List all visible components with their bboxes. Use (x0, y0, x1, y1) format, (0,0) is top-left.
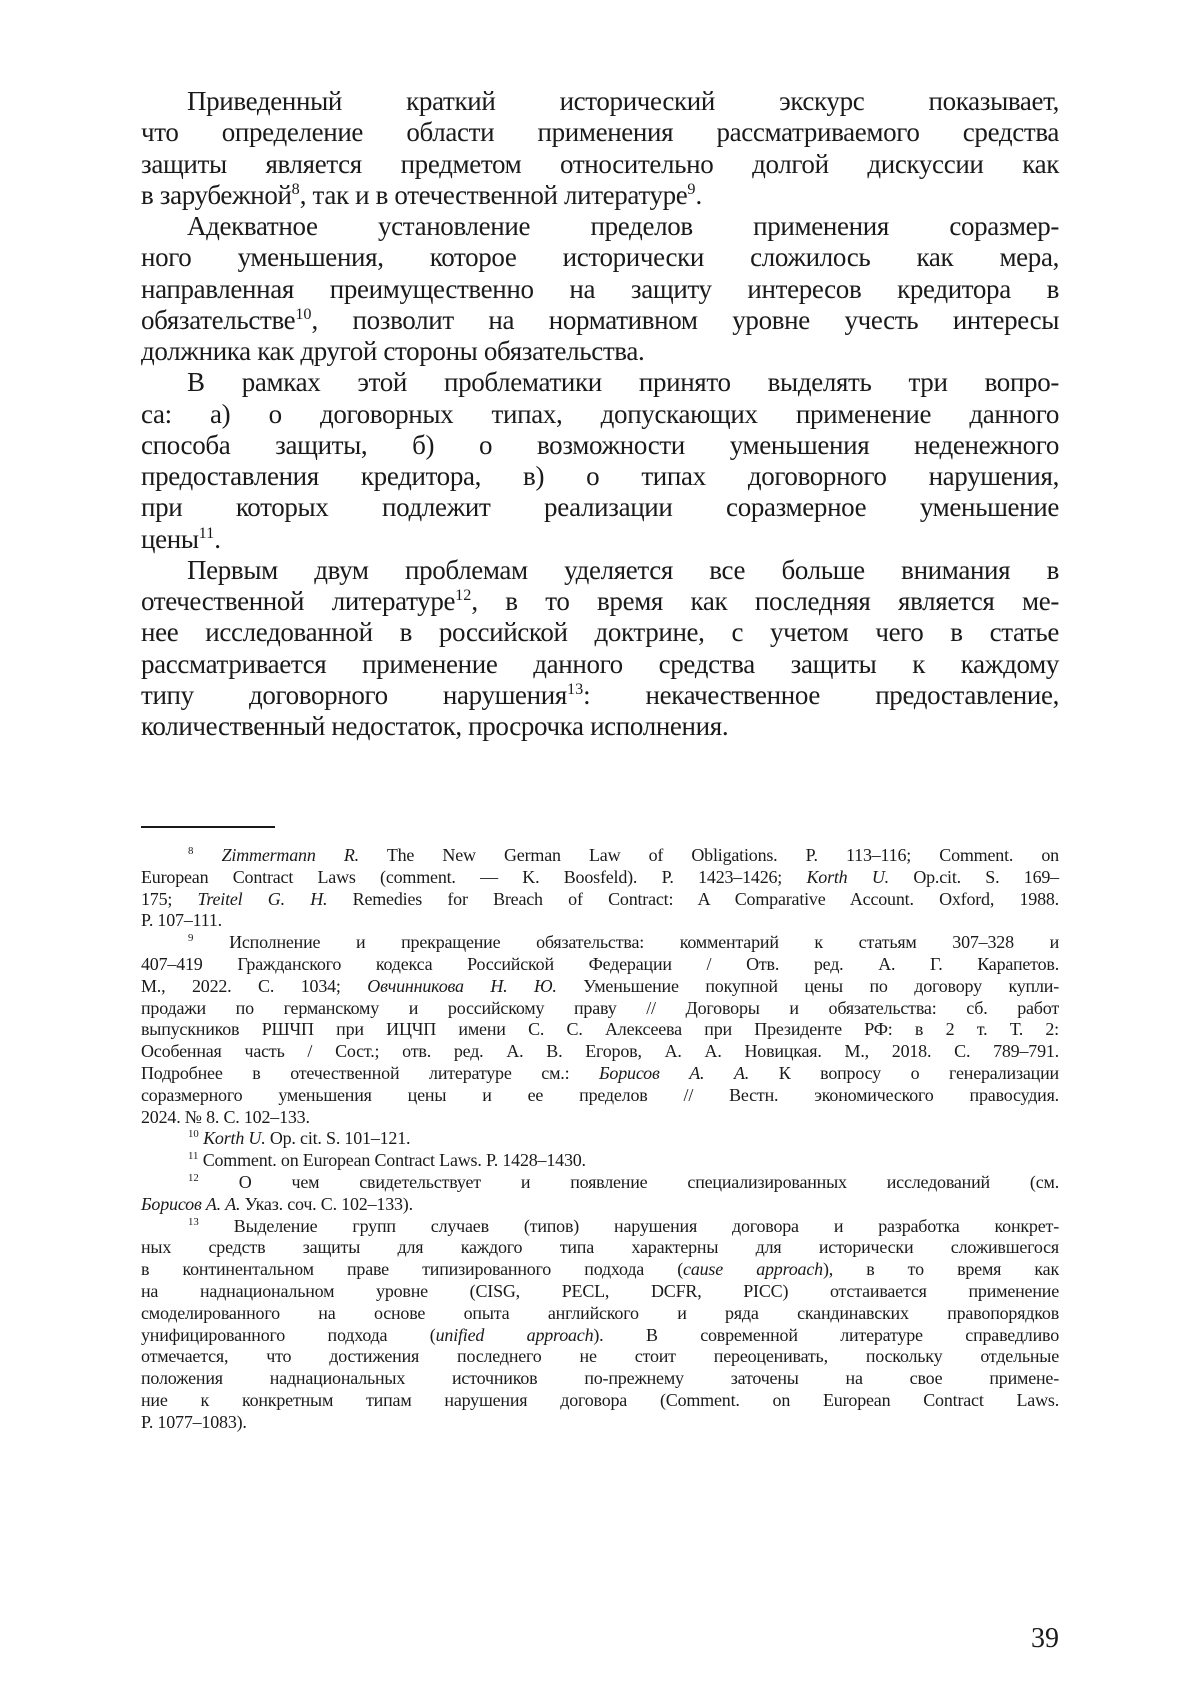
footnote-line (141, 1237, 1059, 1259)
footnote-line (141, 867, 1059, 889)
text-run: Первым двум проблемам уделяется все больше внимания в (187, 555, 1059, 585)
footnote-line (141, 1281, 1059, 1303)
text-run: Приведенный краткий исторический экскурс показывает, (187, 86, 1059, 116)
text-run: Особенная часть / Сост.; отв. ред. А. В. Егоров, А. А. Новицкая. М., 2018. С. 789–791. (141, 1041, 1059, 1061)
footnote-line (141, 1019, 1059, 1041)
footnote-ref: 10 (295, 305, 311, 323)
text-run: са: а) о договорных типах, допускающих применение данного (141, 399, 1059, 429)
text-run: должника как другой стороны обязательства. (141, 336, 644, 366)
italic-text: Korth U. (806, 867, 888, 887)
italic-text: Борисов А. А. (599, 1063, 749, 1083)
text-run: смоделированного на основе опыта английского и ряда скандинавских правопорядков (141, 1303, 1059, 1323)
text-run: О чем свидетельствует и появление специализированных исследований (см. (199, 1172, 1059, 1192)
text-run: на наднациональном уровне (CISG, PECL, DCFR, PICC) отстаивается применение (141, 1281, 1059, 1301)
body-line (141, 336, 1059, 367)
text-run: Выделение групп случаев (типов) нарушения договора и разработка конкрет- (199, 1216, 1059, 1236)
footnote-ref: 13 (188, 1216, 199, 1228)
italic-text: Korth U. (203, 1128, 265, 1148)
text-run: положения наднациональных источников по-прежнему заточены на свое примене- (141, 1368, 1059, 1388)
text-run: P. 1077–1083). (141, 1412, 247, 1432)
body-line (141, 617, 1059, 648)
footnote-ref: 11 (199, 524, 215, 542)
text-run: ), в то время как (823, 1259, 1059, 1279)
body-line (141, 274, 1059, 305)
body-line (141, 430, 1059, 461)
italic-text: cause approach (683, 1259, 823, 1279)
body-line (141, 180, 1059, 211)
text-run: . (214, 524, 220, 554)
text-run: : некачественное предоставление, (583, 680, 1059, 710)
text-run: типу договорного нарушения (141, 680, 567, 710)
footnote-separator (141, 826, 275, 828)
footnote-line (141, 1259, 1059, 1281)
text-run: European Contract Laws (comment. — K. Boosfeld). P. 1423–1426; (141, 867, 806, 887)
text-run (193, 845, 221, 865)
footnote-line (141, 845, 1059, 867)
footnote-line (141, 954, 1059, 976)
body-line (141, 680, 1059, 711)
text-run: В рамках этой проблематики принято выделять три вопро- (187, 367, 1059, 397)
footnote-ref: 13 (567, 680, 583, 698)
footnote-line (141, 1063, 1059, 1085)
italic-text: Овчинникова Н. Ю. (367, 976, 556, 996)
footnote-line (141, 1412, 1059, 1434)
italic-text: Zimmermann R. (222, 845, 359, 865)
footnotes (141, 845, 1059, 1434)
footnote-line (141, 1390, 1059, 1412)
footnote-line (141, 1216, 1059, 1238)
text-run: The New German Law of Obligations. P. 113–116; Comment. on (359, 845, 1059, 865)
text-run: Remedies for Breach of Contract: A Comparative Account. Oxford, 1988. (327, 889, 1059, 909)
footnote-line (141, 1085, 1059, 1107)
body-line (141, 211, 1059, 242)
footnote-ref: 12 (455, 586, 471, 604)
body-line (141, 367, 1059, 398)
text-run: при которых подлежит реализации соразмерное уменьшение (141, 492, 1059, 522)
text-run: в зарубежной (141, 180, 292, 210)
footnote-line (141, 1303, 1059, 1325)
body-line (141, 117, 1059, 148)
text-run: ). В современной литературе справедливо (593, 1325, 1059, 1345)
footnote-line (141, 1041, 1059, 1063)
text-run: , в то время как последняя является ме- (471, 586, 1059, 616)
text-run: в континентальном праве типизированного подхода ( (141, 1259, 683, 1279)
text-run: количественный недостаток, просрочка исполнения. (141, 711, 728, 741)
footnote-line (141, 1172, 1059, 1194)
body-line (141, 555, 1059, 586)
footnote-ref: 12 (188, 1172, 199, 1184)
text-run: Op.cit. S. 169– (889, 867, 1059, 887)
text-run: соразмерного уменьшения цены и ее пределов // Вестн. экономического правосудия. (141, 1085, 1059, 1105)
text-run: 407–419 Гражданского кодекса Российской Федерации / Отв. ред. А. Г. Карапетов. (141, 954, 1059, 974)
footnote-ref: 11 (188, 1150, 198, 1162)
footnote-ref: 8 (292, 180, 300, 198)
text-run: что определение области применения рассматриваемого средства (141, 117, 1059, 147)
body-line (141, 492, 1059, 523)
body-line (141, 711, 1059, 742)
footnote-ref: 9 (687, 180, 695, 198)
text-run: Уменьшение покупной цены по договору купли- (557, 976, 1059, 996)
text-run: Op. cit. S. 101–121. (266, 1128, 411, 1148)
footnote-line (141, 1150, 1059, 1172)
footnote-line (141, 1107, 1059, 1129)
footnote-ref: 9 (188, 932, 193, 944)
body-line (141, 242, 1059, 273)
text-run: К вопросу о генерализации (749, 1063, 1059, 1083)
text-run: Исполнение и прекращение обязательства: комментарий к статьям 307–328 и (193, 932, 1059, 952)
text-run: ние к конкретным типам нарушения договора (Comment. on European Contract Laws. (141, 1390, 1059, 1410)
body-line (141, 305, 1059, 336)
footnote-line (141, 976, 1059, 998)
text-run: обязательстве (141, 305, 295, 335)
text-run: ных средств защиты для каждого типа характерны для исторически сложившегося (141, 1237, 1059, 1257)
text-run: 175; (141, 889, 198, 909)
body-line (141, 86, 1059, 117)
page-number: 39 (930, 1623, 1059, 1655)
italic-text: unified approach (436, 1325, 594, 1345)
footnote-line (141, 1128, 1059, 1150)
italic-text: Борисов А. А. (141, 1194, 240, 1214)
text-run: Подробнее в отечественной литературе см.: (141, 1063, 599, 1083)
text-run: способа защиты, б) о возможности уменьшения неденежного (141, 430, 1059, 460)
text-run: выпускников РШЧП при ИЦЧП имени С. С. Алексеева при Президенте РФ: в 2 т. Т. 2: (141, 1019, 1059, 1039)
body-line (141, 461, 1059, 492)
text-run: М., 2022. С. 1034; (141, 976, 367, 996)
footnote-line (141, 1346, 1059, 1368)
footnote-line (141, 932, 1059, 954)
text-run: цены (141, 524, 199, 554)
text-run: , так и в отечественной литературе (300, 180, 688, 210)
text-run: продажи по германскому и российскому праву // Договоры и обязательства: сб. работ (141, 998, 1059, 1018)
text-run: рассматривается применение данного средства защиты к каждому (141, 649, 1059, 679)
footnote-ref: 10 (188, 1128, 199, 1140)
body-line (141, 399, 1059, 430)
text-run: предоставления кредитора, в) о типах договорного нарушения, (141, 461, 1059, 491)
italic-text: Treitel G. H. (198, 889, 328, 909)
footnote-line (141, 1368, 1059, 1390)
text-run: ного уменьшения, которое исторически сложилось как мера, (141, 242, 1059, 272)
footnote-line (141, 910, 1059, 932)
footnote-ref: 8 (188, 845, 193, 857)
footnote-line (141, 1194, 1059, 1216)
body-line (141, 649, 1059, 680)
text-run: Адекватное установление пределов применения соразмер- (187, 211, 1059, 241)
text-run: нее исследованной в российской доктрине, с учетом чего в статье (141, 617, 1059, 647)
footnote-line (141, 889, 1059, 911)
text-run: направленная преимущественно на защиту интересов кредитора в (141, 274, 1059, 304)
text-run: Comment. on European Contract Laws. P. 1428–1430. (198, 1150, 585, 1170)
text-run: 2024. № 8. С. 102–133. (141, 1107, 310, 1127)
text-run: отмечается, что достижения последнего не стоит переоценивать, поскольку отдельные (141, 1346, 1059, 1366)
text-run: P. 107–111. (141, 910, 222, 930)
text-run: защиты является предметом относительно долгой дискуссии как (141, 149, 1059, 179)
text-run: отечественной литературе (141, 586, 455, 616)
footnote-line (141, 998, 1059, 1020)
body-line (141, 586, 1059, 617)
text-run: . (696, 180, 702, 210)
text-run: , позволит на нормативном уровне учесть интересы (312, 305, 1060, 335)
body-line (141, 524, 1059, 555)
main-text (141, 86, 1059, 742)
footnote-line (141, 1325, 1059, 1347)
text-run: унифицированного подхода ( (141, 1325, 436, 1345)
text-run: Указ. соч. С. 102–133). (240, 1194, 413, 1214)
body-line (141, 149, 1059, 180)
